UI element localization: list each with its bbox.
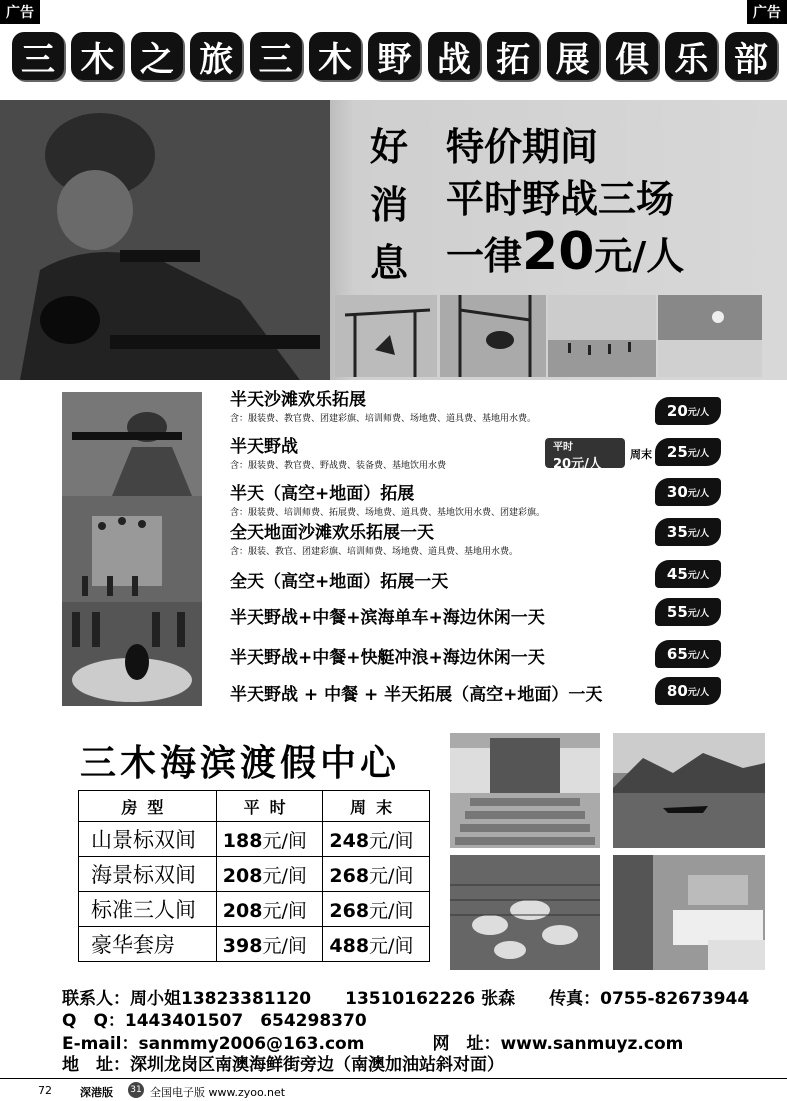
title-char: 之 bbox=[131, 32, 183, 80]
price-value: 80 bbox=[666, 682, 688, 700]
title-char: 木 bbox=[71, 32, 123, 80]
package-title: 半天（高空+地面）拓展 bbox=[230, 484, 415, 504]
page-number: 72 bbox=[38, 1084, 52, 1097]
price-unit: 元/人 bbox=[687, 608, 710, 619]
title-char: 三 bbox=[12, 32, 64, 80]
package-desc: 含：服装费、教官费、团建彩旗、培训师费、场地费、道具费、基地用水费。 bbox=[230, 414, 537, 424]
package-item bbox=[230, 385, 536, 424]
price-unit: 元/人 bbox=[687, 448, 710, 459]
site-link[interactable]: 全国电子版 www.zyoo.net bbox=[150, 1086, 286, 1099]
room-price-table bbox=[78, 790, 430, 962]
table-row bbox=[79, 892, 430, 927]
contact-line-2: Q Q：1443401507 654298370 bbox=[62, 1011, 367, 1031]
ad-tag-right: 广告 bbox=[747, 0, 787, 24]
header-room-type: 房型 bbox=[79, 791, 217, 822]
price-value: 65 bbox=[666, 645, 688, 663]
package-title: 半天野战+中餐+滨海单车+海边休闲一天 bbox=[230, 608, 545, 628]
package-item bbox=[230, 567, 448, 592]
price-badge bbox=[655, 518, 721, 546]
price-badge bbox=[655, 677, 721, 705]
price-badge bbox=[655, 438, 721, 466]
weekday-price: 20元/人 bbox=[553, 457, 602, 472]
table-row bbox=[79, 822, 430, 857]
package-title: 半天野战 + 中餐 + 半天拓展（高空+地面）一天 bbox=[230, 685, 603, 705]
contact-line-3: E-mail：sanmmy2006@163.com 网 址：www.sanmuyz.com bbox=[62, 1034, 684, 1054]
price-badge bbox=[655, 560, 721, 588]
good-news bbox=[370, 118, 410, 292]
weekend-label: 周末 bbox=[630, 448, 652, 461]
price-value: 25 bbox=[666, 443, 688, 461]
price-badge bbox=[655, 397, 721, 425]
price-value: 20 bbox=[666, 402, 688, 420]
weekday-label: 平时 bbox=[553, 442, 573, 453]
beach-photo bbox=[658, 295, 762, 377]
package-item bbox=[230, 479, 545, 518]
room-name: 标准三人间 bbox=[79, 892, 217, 927]
weekend-price-cell: 268元/间 bbox=[323, 857, 430, 892]
promo-unit: 元/人 bbox=[594, 234, 685, 278]
promo-line-2: 平时野战三场 bbox=[446, 177, 675, 221]
price-unit: 元/人 bbox=[687, 528, 710, 539]
title-char: 展 bbox=[547, 32, 599, 80]
title-char: 木 bbox=[309, 32, 361, 80]
speedboat-photo bbox=[613, 733, 765, 848]
title-char: 三 bbox=[250, 32, 302, 80]
table-row bbox=[79, 927, 430, 962]
weekend-price-cell: 248元/间 bbox=[323, 822, 430, 857]
team-tower-photo bbox=[62, 496, 202, 602]
promo-line-3 bbox=[446, 222, 684, 282]
promo-price: 20 bbox=[522, 222, 595, 282]
package-item bbox=[230, 680, 602, 705]
title-char: 乐 bbox=[665, 32, 717, 80]
price-unit: 元/人 bbox=[687, 687, 710, 698]
resort-title: 三木海滨渡假中心 bbox=[80, 743, 401, 784]
field-soldier-photo bbox=[62, 392, 202, 496]
price-value: 35 bbox=[666, 523, 688, 541]
edition-name: 深港版 bbox=[80, 1086, 113, 1099]
package-item bbox=[230, 603, 545, 628]
bbq-seafood-photo bbox=[450, 855, 600, 970]
resort-building-photo bbox=[450, 733, 600, 848]
title-char: 俱 bbox=[606, 32, 658, 80]
ropes-photo-1 bbox=[335, 295, 437, 377]
room-name: 山景标双间 bbox=[79, 822, 217, 857]
good-news-char: 息 bbox=[370, 241, 409, 285]
weekday-price-tag bbox=[545, 438, 625, 472]
contact-line-4: 地 址：深圳龙岗区南澳海鲜街旁边（南澳加油站斜对面） bbox=[62, 1055, 504, 1075]
weekday-price-cell: 398元/间 bbox=[216, 927, 323, 962]
title-char: 野 bbox=[368, 32, 420, 80]
ad-tag-left: 广告 bbox=[0, 0, 40, 24]
room-name: 豪华套房 bbox=[79, 927, 217, 962]
package-desc: 含：服装费、培训师费、拓展费、场地费、道具费、基地饮用水费、团建彩旗。 bbox=[230, 508, 546, 518]
title-char: 拓 bbox=[487, 32, 539, 80]
weekday-price-cell: 188元/间 bbox=[216, 822, 323, 857]
header-weekend: 周末 bbox=[323, 791, 430, 822]
room-name: 海景标双间 bbox=[79, 857, 217, 892]
package-title: 半天野战 bbox=[230, 437, 298, 457]
weekend-price-cell: 268元/间 bbox=[323, 892, 430, 927]
price-badge bbox=[655, 640, 721, 668]
package-item bbox=[230, 518, 518, 557]
header-weekday: 平时 bbox=[216, 791, 323, 822]
hotel-room-photo bbox=[613, 855, 765, 970]
package-title: 半天野战+中餐+快艇冲浪+海边休闲一天 bbox=[230, 648, 545, 668]
edition-badge: 31 bbox=[128, 1082, 144, 1098]
weekday-price-cell: 208元/间 bbox=[216, 857, 323, 892]
price-badge bbox=[655, 598, 721, 626]
price-value: 45 bbox=[666, 565, 688, 583]
promo-prefix: 一律 bbox=[446, 234, 523, 278]
title-char: 战 bbox=[428, 32, 480, 80]
package-title: 全天地面沙滩欢乐拓展一天 bbox=[230, 523, 434, 543]
club-title bbox=[12, 32, 777, 84]
title-char: 旅 bbox=[190, 32, 242, 80]
beach-game-photo bbox=[548, 295, 656, 377]
price-badge bbox=[655, 478, 721, 506]
table-header-row bbox=[79, 791, 430, 822]
page-footer bbox=[0, 1078, 787, 1101]
weekend-price-cell: 488元/间 bbox=[323, 927, 430, 962]
price-value: 55 bbox=[666, 603, 688, 621]
weekday-price-cell: 208元/间 bbox=[216, 892, 323, 927]
price-unit: 元/人 bbox=[687, 488, 710, 499]
package-item bbox=[230, 432, 446, 471]
price-unit: 元/人 bbox=[687, 407, 710, 418]
price-value: 30 bbox=[666, 483, 688, 501]
price-unit: 元/人 bbox=[687, 650, 710, 661]
package-desc: 含：服装费、教官费、野战费、装备费、基地饮用水费 bbox=[230, 461, 447, 471]
soldier-photo bbox=[0, 100, 330, 380]
good-news-char: 好 bbox=[370, 125, 409, 169]
package-desc: 含：服装、教官、团建彩旗、培训师费、场地费、道具费、基地用水费。 bbox=[230, 547, 519, 557]
package-title: 半天沙滩欢乐拓展 bbox=[230, 390, 366, 410]
promo-line-1: 特价期间 bbox=[446, 125, 599, 169]
good-news-char: 消 bbox=[370, 183, 409, 227]
price-unit: 元/人 bbox=[687, 570, 710, 581]
title-char: 部 bbox=[725, 32, 777, 80]
package-item bbox=[230, 643, 545, 668]
contact-line-1: 联系人：周小姐13823381120 13510162226 张森 传真：0755-82673944 bbox=[62, 989, 750, 1009]
ropes-photo-2 bbox=[440, 295, 546, 377]
table-row bbox=[79, 857, 430, 892]
package-title: 全天（高空+地面）拓展一天 bbox=[230, 572, 449, 592]
teamwork-game-photo bbox=[62, 602, 202, 706]
